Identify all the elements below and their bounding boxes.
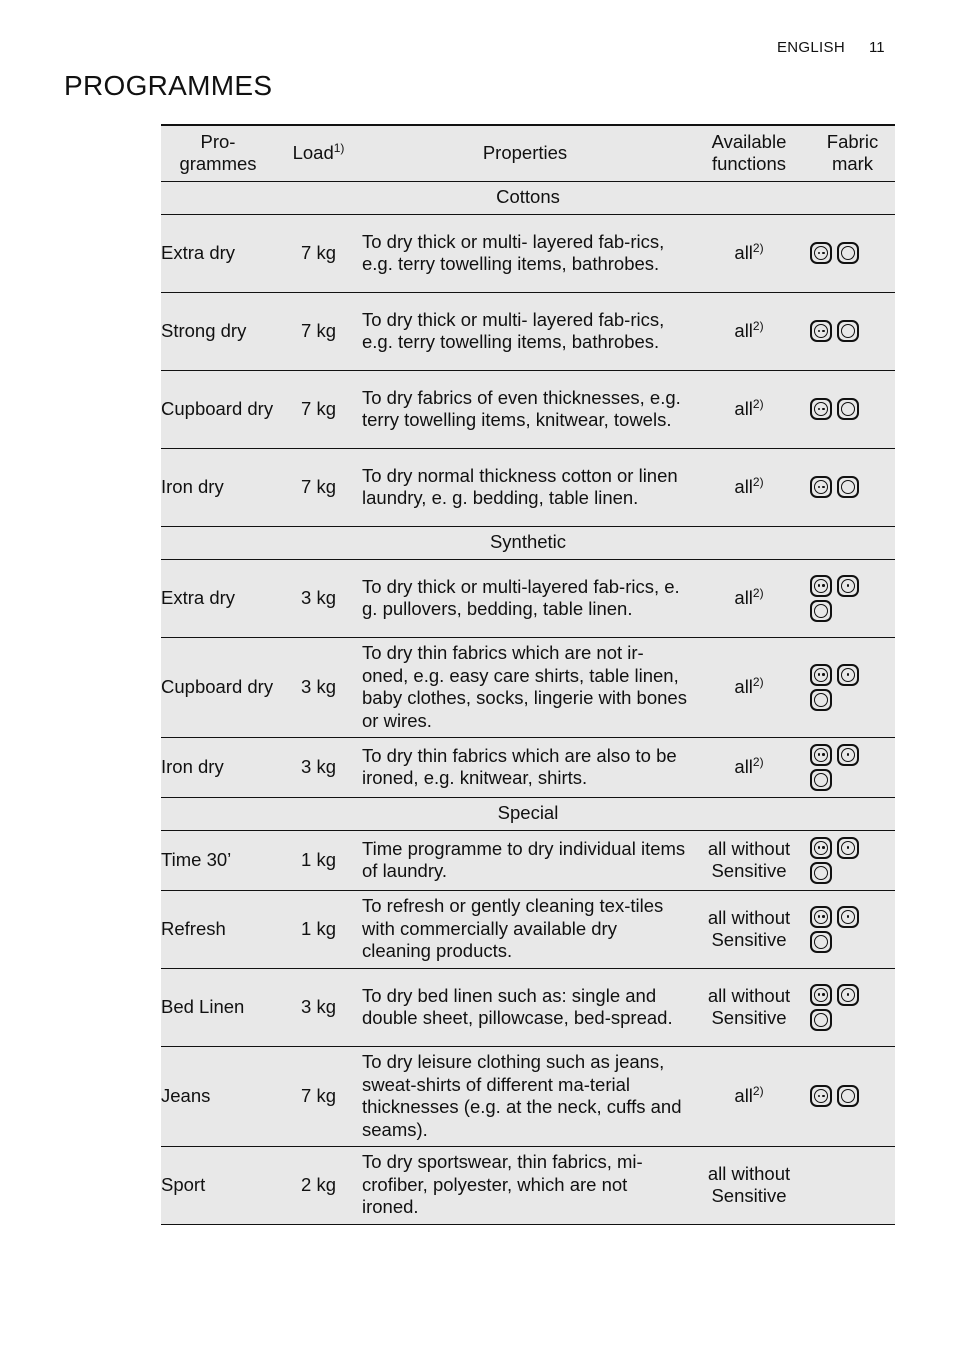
programme-properties: To dry sportswear, thin fabrics, mi-crofiber, polyester, which are not ironed. bbox=[362, 1146, 688, 1224]
header-fabric-line1: Fabric bbox=[826, 131, 879, 153]
programme-properties: To dry bed linen such as: single and double sheet, pillowcase, bed-spread. bbox=[362, 968, 688, 1046]
programme-name: Cupboard dry bbox=[161, 370, 275, 448]
programmes-table bbox=[161, 124, 895, 1225]
page-title: PROGRAMMES bbox=[64, 70, 273, 101]
tumble-dry-low-icon bbox=[837, 906, 859, 928]
tumble-dry-low-icon bbox=[837, 984, 859, 1006]
table-row bbox=[161, 830, 895, 890]
header-properties-label: Properties bbox=[482, 142, 568, 164]
programme-properties: To dry normal thickness cotton or linen laundry, e. g. bedding, table linen. bbox=[362, 448, 688, 526]
programme-properties: To refresh or gently cleaning tex-tiles with commercially available dry cleaning products. bbox=[362, 890, 688, 968]
functions-text: all bbox=[734, 586, 753, 608]
fabric-mark-group bbox=[810, 906, 866, 953]
functions-footnote: 2) bbox=[752, 240, 764, 255]
programme-name: Iron dry bbox=[161, 448, 275, 526]
header-programmes-line2: grammes bbox=[179, 153, 257, 175]
header-programmes-line1: Pro- bbox=[200, 131, 236, 153]
tumble-dry-high-icon bbox=[810, 1085, 832, 1107]
programme-properties: To dry thin fabrics which are not ir-oned, e.g. easy care shirts, table linen, baby clothes, socks, lingerie with bones or wires. bbox=[362, 637, 688, 737]
fabric-mark-cell bbox=[810, 830, 895, 890]
programme-functions bbox=[688, 1046, 810, 1146]
programme-name: Time 30’ bbox=[161, 830, 275, 890]
section-label: Synthetic bbox=[161, 526, 895, 559]
programme-properties: To dry thick or multi- layered fab-rics, e.g. terry towelling items, bathrobes. bbox=[362, 292, 688, 370]
table-row bbox=[161, 968, 895, 1046]
tumble-dry-low-icon bbox=[837, 837, 859, 859]
page-number: 11 bbox=[869, 39, 885, 56]
tumble-dry-any-icon bbox=[810, 862, 832, 884]
functions-text: all without Sensitive bbox=[707, 1162, 791, 1206]
programme-functions bbox=[688, 448, 810, 526]
functions-text: all bbox=[734, 1084, 753, 1106]
tumble-dry-any-icon bbox=[837, 320, 859, 342]
programme-properties: To dry thin fabrics which are also to be ironed, e.g. knitwear, shirts. bbox=[362, 737, 688, 797]
header-load-footnote: 1) bbox=[333, 141, 345, 156]
tumble-dry-high-icon bbox=[810, 398, 832, 420]
programme-load: 1 kg bbox=[275, 890, 362, 968]
functions-text: all without Sensitive bbox=[707, 906, 791, 950]
fabric-mark-cell bbox=[810, 292, 895, 370]
programme-functions bbox=[688, 1146, 810, 1224]
fabric-mark-group bbox=[810, 837, 866, 884]
table-row bbox=[161, 1146, 895, 1224]
fabric-mark-cell bbox=[810, 890, 895, 968]
fabric-mark-cell bbox=[810, 1046, 895, 1146]
functions-text: all bbox=[734, 675, 753, 697]
tumble-dry-high-icon bbox=[810, 664, 832, 686]
tumble-dry-any-icon bbox=[837, 476, 859, 498]
fabric-mark-group bbox=[810, 320, 866, 342]
programme-name: Cupboard dry bbox=[161, 637, 275, 737]
table-row bbox=[161, 637, 895, 737]
header-programmes bbox=[161, 125, 275, 181]
programme-load: 7 kg bbox=[275, 292, 362, 370]
programme-name: Refresh bbox=[161, 890, 275, 968]
fabric-mark-group bbox=[810, 664, 866, 711]
programme-functions bbox=[688, 292, 810, 370]
tumble-dry-any-icon bbox=[810, 600, 832, 622]
tumble-dry-low-icon bbox=[837, 664, 859, 686]
programme-load: 3 kg bbox=[275, 637, 362, 737]
functions-footnote: 2) bbox=[752, 318, 764, 333]
programme-functions bbox=[688, 968, 810, 1046]
programme-load: 3 kg bbox=[275, 737, 362, 797]
programme-name: Strong dry bbox=[161, 292, 275, 370]
fabric-mark-cell bbox=[810, 448, 895, 526]
header-functions-line2: functions bbox=[711, 153, 787, 175]
functions-text: all bbox=[734, 475, 753, 497]
header-functions bbox=[688, 125, 810, 181]
tumble-dry-high-icon bbox=[810, 242, 832, 264]
tumble-dry-any-icon bbox=[837, 242, 859, 264]
tumble-dry-high-icon bbox=[810, 744, 832, 766]
tumble-dry-any-icon bbox=[810, 1009, 832, 1031]
fabric-mark-group bbox=[810, 398, 866, 420]
tumble-dry-low-icon bbox=[837, 575, 859, 597]
functions-footnote: 2) bbox=[752, 674, 764, 689]
functions-footnote: 2) bbox=[752, 396, 764, 411]
fabric-mark-cell bbox=[810, 370, 895, 448]
fabric-mark-group bbox=[810, 242, 866, 264]
programme-name: Bed Linen bbox=[161, 968, 275, 1046]
fabric-mark-cell bbox=[810, 1146, 895, 1224]
programme-properties: Time programme to dry individual items of laundry. bbox=[362, 830, 688, 890]
section-row-cottons bbox=[161, 181, 895, 214]
programme-functions bbox=[688, 370, 810, 448]
section-row-synthetic bbox=[161, 526, 895, 559]
language-label: ENGLISH bbox=[777, 39, 845, 56]
programme-functions bbox=[688, 559, 810, 637]
functions-footnote: 2) bbox=[752, 474, 764, 489]
header-functions-line1: Available bbox=[711, 131, 787, 153]
fabric-mark-group bbox=[810, 476, 866, 498]
tumble-dry-high-icon bbox=[810, 476, 832, 498]
section-label: Cottons bbox=[161, 181, 895, 214]
programme-functions bbox=[688, 214, 810, 292]
tumble-dry-high-icon bbox=[810, 906, 832, 928]
programme-functions bbox=[688, 737, 810, 797]
programme-properties: To dry leisure clothing such as jeans, sweat-shirts of different ma-terial thicknesses (e.g. at the neck, cuffs and seams). bbox=[362, 1046, 688, 1146]
programme-load: 3 kg bbox=[275, 559, 362, 637]
programme-properties: To dry fabrics of even thicknesses, e.g. terry towelling items, knitwear, towels. bbox=[362, 370, 688, 448]
header-fabric-mark bbox=[810, 125, 895, 181]
programme-name: Extra dry bbox=[161, 214, 275, 292]
programme-name: Iron dry bbox=[161, 737, 275, 797]
fabric-mark-cell bbox=[810, 737, 895, 797]
table-row bbox=[161, 737, 895, 797]
functions-footnote: 2) bbox=[752, 1083, 764, 1098]
fabric-mark-cell bbox=[810, 559, 895, 637]
tumble-dry-any-icon bbox=[810, 931, 832, 953]
programme-name: Extra dry bbox=[161, 559, 275, 637]
tumble-dry-low-icon bbox=[837, 744, 859, 766]
functions-text: all bbox=[734, 755, 753, 777]
section-label: Special bbox=[161, 797, 895, 830]
header-load-label: Load bbox=[292, 142, 334, 164]
table-row bbox=[161, 1046, 895, 1146]
functions-footnote: 2) bbox=[752, 585, 764, 600]
tumble-dry-high-icon bbox=[810, 575, 832, 597]
programme-properties: To dry thick or multi-layered fab-rics, e. g. pullovers, bedding, table linen. bbox=[362, 559, 688, 637]
programme-load: 7 kg bbox=[275, 1046, 362, 1146]
table-row bbox=[161, 214, 895, 292]
programme-name: Sport bbox=[161, 1146, 275, 1224]
table-header-row bbox=[161, 125, 895, 181]
tumble-dry-high-icon bbox=[810, 837, 832, 859]
table-row bbox=[161, 370, 895, 448]
programme-load: 7 kg bbox=[275, 214, 362, 292]
header-fabric-line2: mark bbox=[831, 153, 874, 175]
table-row bbox=[161, 890, 895, 968]
functions-footnote: 2) bbox=[752, 754, 764, 769]
programme-load: 7 kg bbox=[275, 448, 362, 526]
programme-properties: To dry thick or multi- layered fab-rics, e.g. terry towelling items, bathrobes. bbox=[362, 214, 688, 292]
table-body bbox=[161, 181, 895, 1224]
header-load bbox=[275, 125, 362, 181]
tumble-dry-any-icon bbox=[810, 769, 832, 791]
programme-load: 7 kg bbox=[275, 370, 362, 448]
functions-text: all bbox=[734, 241, 753, 263]
tumble-dry-any-icon bbox=[810, 689, 832, 711]
table-row bbox=[161, 292, 895, 370]
programme-load: 1 kg bbox=[275, 830, 362, 890]
table-row bbox=[161, 448, 895, 526]
header-properties bbox=[362, 125, 688, 181]
programme-functions bbox=[688, 637, 810, 737]
page-header bbox=[0, 39, 954, 59]
fabric-mark-cell bbox=[810, 637, 895, 737]
fabric-mark-group bbox=[810, 1085, 866, 1107]
programme-functions bbox=[688, 890, 810, 968]
programme-functions bbox=[688, 830, 810, 890]
functions-text: all bbox=[734, 319, 753, 341]
tumble-dry-any-icon bbox=[837, 398, 859, 420]
fabric-mark-group bbox=[810, 984, 866, 1031]
section-row-special bbox=[161, 797, 895, 830]
tumble-dry-high-icon bbox=[810, 320, 832, 342]
tumble-dry-any-icon bbox=[837, 1085, 859, 1107]
functions-text: all without Sensitive bbox=[707, 984, 791, 1028]
functions-text: all bbox=[734, 397, 753, 419]
fabric-mark-group bbox=[810, 575, 866, 622]
fabric-mark-cell bbox=[810, 214, 895, 292]
fabric-mark-cell bbox=[810, 968, 895, 1046]
functions-text: all without Sensitive bbox=[707, 837, 791, 881]
fabric-mark-group bbox=[810, 744, 866, 791]
programme-name: Jeans bbox=[161, 1046, 275, 1146]
table-row bbox=[161, 559, 895, 637]
tumble-dry-high-icon bbox=[810, 984, 832, 1006]
programme-load: 3 kg bbox=[275, 968, 362, 1046]
programme-load: 2 kg bbox=[275, 1146, 362, 1224]
